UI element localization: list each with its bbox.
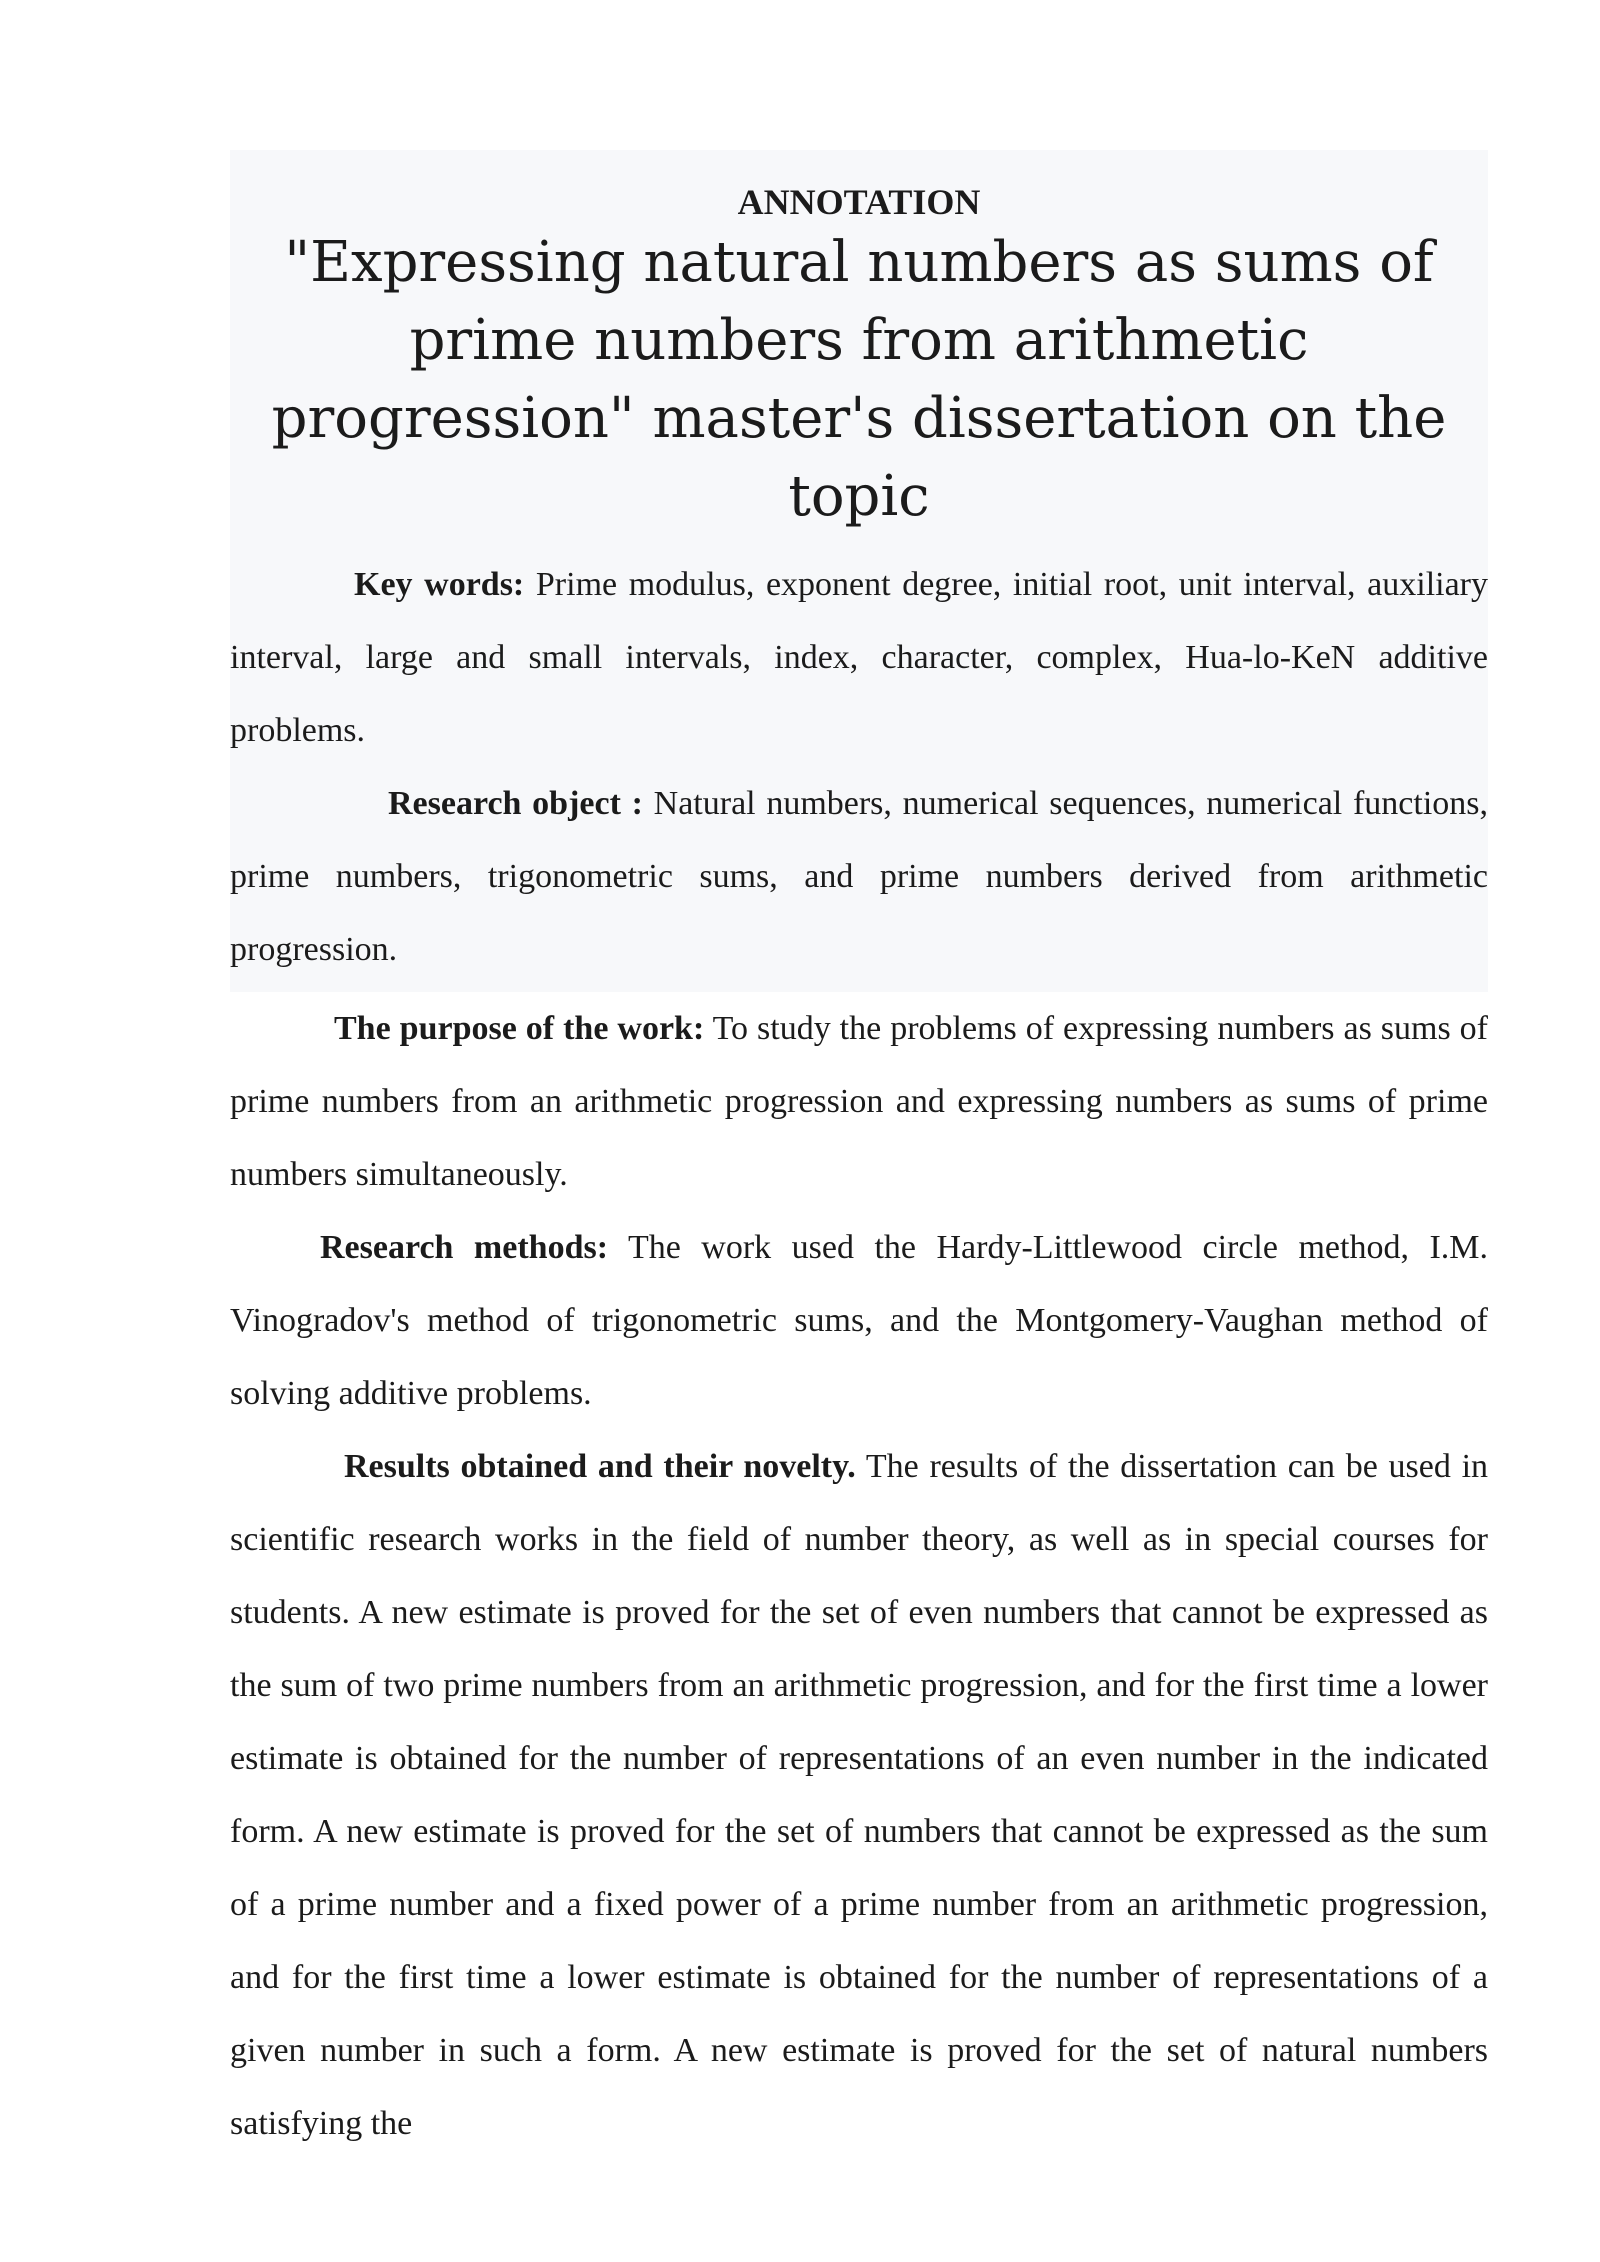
highlighted-block bbox=[230, 150, 1488, 992]
research-object-paragraph bbox=[230, 767, 1488, 986]
keywords-paragraph bbox=[230, 548, 1488, 767]
keywords-heading: Key words: bbox=[354, 566, 525, 603]
methods-text: The work used the Hardy-Littlewood circle method, I.M. Vinogradov's method of trigonometric sums, and the Montgomery-Vaughan method of solving additive problems. bbox=[230, 1229, 1488, 1412]
document-page bbox=[230, 150, 1488, 2160]
purpose-text: To study the problems of expressing numbers as sums of prime numbers from an arithmetic progression and expressing numbers as sums of prime numbers simultaneously. bbox=[230, 1010, 1488, 1193]
results-paragraph bbox=[230, 1430, 1488, 2160]
keywords-text: Prime modulus, exponent degree, initial root, unit interval, auxiliary interval, large and small intervals, index, character, complex, Hua-lo-KeN additive problems. bbox=[230, 566, 1489, 749]
methods-paragraph bbox=[230, 1211, 1488, 1430]
document-title: "Expressing natural numbers as sums of prime numbers from arithmetic progression" master's dissertation on the topic bbox=[271, 230, 1447, 529]
research-object-heading: Research object : bbox=[388, 785, 643, 822]
purpose-paragraph bbox=[230, 992, 1488, 1211]
purpose-heading: The purpose of the work: bbox=[334, 1010, 705, 1047]
methods-heading: Research methods: bbox=[320, 1229, 609, 1266]
annotation-label: ANNOTATION bbox=[737, 182, 981, 222]
results-text: The results of the dissertation can be used in scientific research works in the field of number theory, as well as in special courses for students. A new estimate is proved for the set of even numbers that cannot be expressed as the sum of two prime numbers from an arithmetic progression, and for the first time a lower estimate is obtained for the number of representations of an even number in the indicated form. A new estimate is proved for the set of numbers that cannot be expressed as the sum of a prime number and a fixed power of a prime number from an arithmetic progression, and for the first time a lower estimate is obtained for the number of representations of a given number in such a form. A new estimate is proved for the set of natural numbers satisfying the bbox=[230, 1448, 1489, 2142]
results-heading: Results obtained and their novelty. bbox=[344, 1448, 856, 1485]
research-object-text: Natural numbers, numerical sequences, numerical functions, prime numbers, trigonometric sums, and prime numbers derived from arithmetic progression. bbox=[230, 785, 1488, 968]
